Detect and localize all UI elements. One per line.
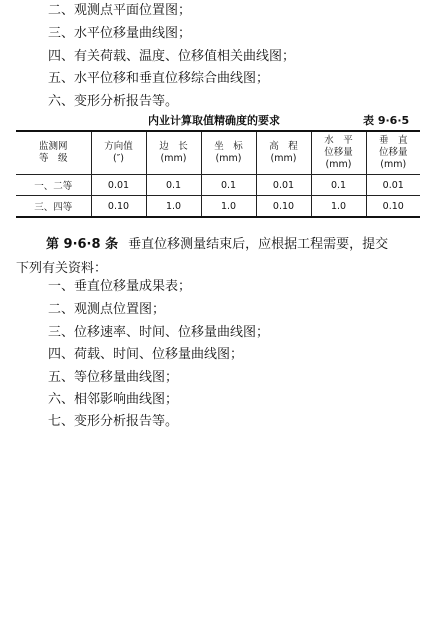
header-horizontal-displacement: 水 平 位移量 (mm) <box>311 131 366 175</box>
bottom-list-item: 三、位移速率、时间、位移量曲线图； <box>48 325 270 340</box>
clause-text-line2: 下列有关资料： <box>16 261 108 276</box>
top-list-item: 二、观测点平面位置图； <box>48 3 192 18</box>
table-cell: 0.1 <box>311 175 366 196</box>
table-cell: 0.01 <box>366 175 420 196</box>
table-cell: 0.01 <box>91 175 146 196</box>
clause-first-line <box>16 233 426 257</box>
table-cell: 0.10 <box>91 196 146 218</box>
header-direction: 方向值 (″) <box>91 131 146 175</box>
clause-paragraph <box>16 233 426 281</box>
clause-number: 第 9·6·8 条 <box>46 237 119 252</box>
table-cell: 1.0 <box>311 196 366 218</box>
bottom-list-item: 一、垂直位移量成果表； <box>48 279 192 294</box>
table-cell: 1.0 <box>201 196 256 218</box>
table-cell: 1.0 <box>146 196 201 218</box>
top-list-item: 四、有关荷载、温度、位移值相关曲线图； <box>48 49 296 64</box>
top-list-item: 六、变形分析报告等。 <box>48 94 179 109</box>
table-cell: 一、二等 <box>16 175 91 196</box>
bottom-list-item: 四、荷载、时间、位移量曲线图； <box>48 347 244 362</box>
bottom-list-item: 七、变形分析报告等。 <box>48 414 179 429</box>
table-cell: 三、四等 <box>16 196 91 218</box>
table-row <box>16 196 420 218</box>
table-caption <box>0 111 441 127</box>
header-coordinate: 坐 标 (mm) <box>201 131 256 175</box>
bottom-list-item: 五、等位移量曲线图； <box>48 370 179 385</box>
clause-text-line1: 垂直位移测量结束后，应根据工程需要，提交 <box>128 237 389 252</box>
header-side-length: 边 长 (mm) <box>146 131 201 175</box>
header-network-grade: 监测网 等 级 <box>16 131 91 175</box>
bottom-list-item: 六、相邻影响曲线图； <box>48 392 179 407</box>
table-cell: 0.10 <box>366 196 420 218</box>
header-elevation: 高 程 (mm) <box>256 131 311 175</box>
table-number: 表 9·6·5 <box>363 114 410 127</box>
table-cell: 0.10 <box>256 196 311 218</box>
top-list-item: 五、水平位移和垂直位移综合曲线图； <box>48 71 270 86</box>
table-row <box>16 175 420 196</box>
top-list-item: 三、水平位移量曲线图； <box>48 26 192 41</box>
bottom-list-item: 二、观测点位置图； <box>48 302 166 317</box>
table-cell: 0.1 <box>201 175 256 196</box>
table-cell: 0.1 <box>146 175 201 196</box>
table-cell: 0.01 <box>256 175 311 196</box>
table-header-row <box>16 131 420 175</box>
header-vertical-displacement: 垂 直 位移量 (mm) <box>366 131 420 175</box>
table-title: 内业计算取值精确度的要求 <box>148 114 280 127</box>
precision-table <box>16 130 420 218</box>
